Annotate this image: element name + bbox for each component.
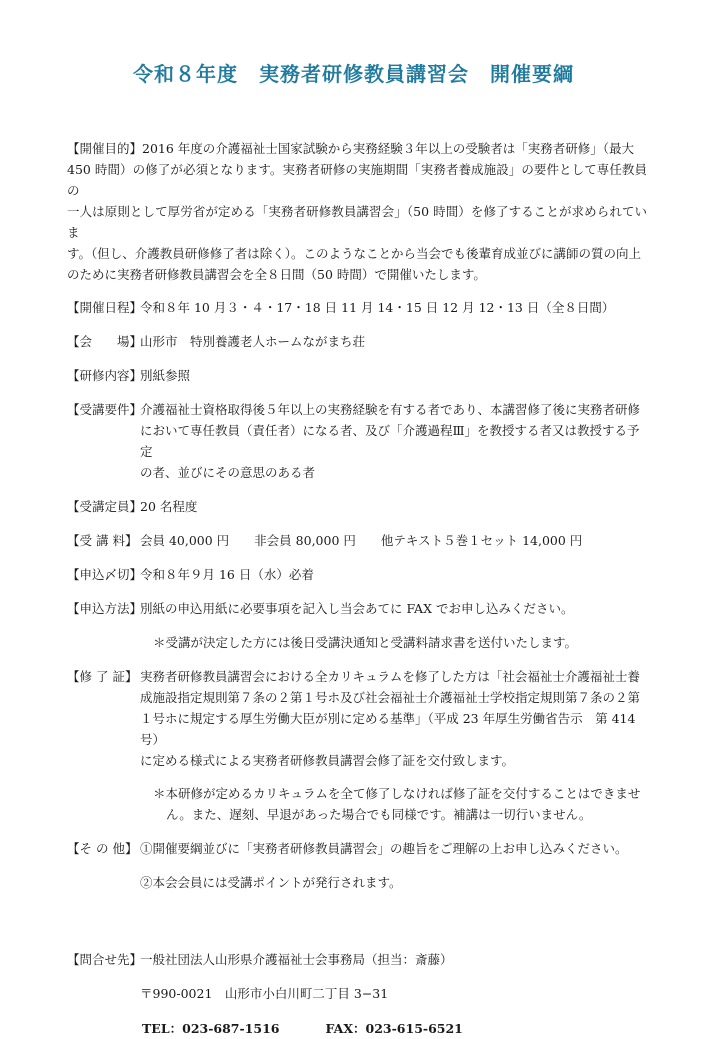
purpose-line-4: す。（但し、介護教員研修修了者は除く）。このようなことから当会でも後輩育成並びに講師の質の向上 — [67, 246, 642, 261]
certificate-value — [140, 666, 647, 771]
purpose-label: 【開催目的】 — [67, 141, 143, 156]
page-title: 令和８年度 実務者研修教員講習会 開催要綱 — [133, 62, 574, 86]
deadline-value: 令和８年９月 16 日（水）必着 — [140, 567, 314, 582]
contact-row — [67, 949, 647, 970]
contact-org: 一般社団法人山形県介護福祉士会事務局（担当：斎藤） — [140, 952, 453, 967]
purpose-line-5: のために実務者研修教員講習会を全８日間（50 時間）で開催いたします。 — [67, 267, 486, 282]
contact-fax: FAX：023-615-6521 — [325, 1021, 463, 1036]
venue-row — [67, 331, 647, 352]
venue-label: 【会 場】 — [67, 334, 143, 349]
purpose-section — [67, 138, 647, 285]
certificate-note — [153, 783, 647, 825]
venue-value: 山形市 特別養護老人ホームながまち荘 — [140, 334, 366, 349]
content-value: 別紙参照 — [140, 368, 191, 383]
purpose-line-3: 一人は原則として厚労省が定める「実務者研修教員講習会」（50 時間）を修了することが求められていま — [67, 204, 647, 240]
schedule-value: 令和８年 10 月３・４・17・18 日 11 月 14・15 日 12 月 12・13 日（全８日間） — [140, 300, 615, 315]
apply-note: ＊受講が決定した方には後日受講決通知と受講料請求書を送付いたします。 — [153, 635, 578, 650]
requirements-row — [67, 399, 647, 483]
other-line-1: ①開催要綱並びに「実務者研修教員講習会」の趣旨をご理解の上お申し込みください。 — [140, 841, 628, 856]
certificate-line-4: に定める様式による実務者研修教員講習会修了証を交付致します。 — [140, 753, 515, 768]
contact-tel: TEL：023-687-1516 — [142, 1021, 280, 1036]
contact-address: 〒990-0021 山形市小白川町二丁目 3−31 — [140, 986, 389, 1001]
purpose-line-2: 450 時間）の修了が必須となります。実務者研修の実施期間「実務者養成施設」の要件として専任教員の — [67, 162, 647, 198]
requirements-line-2: において専任教員（責任者）になる者、及び「介護過程Ⅲ」を教授する者又は教授する予定 — [140, 423, 640, 459]
purpose-line-1: 【開催目的】2016 年度の介護福祉士国家試験から実務経験３年以上の受験者は「実務者研修」（最大 — [67, 141, 635, 156]
schedule-label: 【開催日程】 — [67, 300, 143, 315]
requirements-line-3: の者、並びにその意思のある者 — [140, 465, 316, 480]
certificate-line-1: 実務者研修教員講習会における全カリキュラムを修了した方は「社会福祉士介護福祉士養 — [140, 669, 640, 684]
content-label: 【研修内容】 — [67, 368, 143, 383]
capacity-label: 【受講定員】 — [67, 499, 143, 514]
capacity-row — [67, 496, 647, 517]
fee-row — [67, 530, 647, 551]
apply-method-value: 別紙の申込用紙に必要事項を記入し当会あてに FAX でお申し込みください。 — [140, 601, 574, 616]
contact-label: 【問合せ先】 — [67, 952, 143, 967]
other-line-2: ②本会会員には受講ポイントが発行されます。 — [140, 875, 402, 890]
fee-label: 【受 講 料】 — [67, 533, 138, 548]
document-body — [67, 138, 647, 1039]
certificate-row — [67, 666, 647, 771]
contact-phone-line — [142, 1018, 647, 1039]
capacity-value: 20 名程度 — [140, 499, 198, 514]
content-row — [67, 365, 647, 386]
certificate-line-3: １号ホに規定する厚生労働大臣が別に定める基準」（平成 23 年厚生労働省告示 第 414 号） — [140, 711, 636, 747]
apply-method-row — [67, 598, 647, 619]
certificate-note-line-1: ＊本研修が定めるカリキュラムを全て修了しなければ修了証を交付することはできませ — [153, 786, 641, 801]
certificate-note-line-2: ん。また、遅刻、早退があった場合でも同様です。補講は一切行いません。 — [166, 807, 592, 822]
apply-method-label: 【申込方法】 — [67, 601, 143, 616]
fee-value: 会員 40,000 円 非会員 80,000 円 他テキスト５巻１セット 14,000 円 — [140, 533, 583, 548]
other-label: 【そ の 他】 — [67, 841, 138, 856]
schedule-row — [67, 297, 647, 318]
certificate-line-2: 成施設指定規則第７条の２第１号ホ及び社会福祉士介護福祉士学校指定規則第７条の２第 — [140, 690, 641, 705]
deadline-label: 【申込〆切】 — [67, 567, 143, 582]
requirements-label: 【受講要件】 — [67, 402, 143, 417]
deadline-row — [67, 564, 647, 585]
requirements-value — [140, 399, 647, 483]
requirements-line-1: 介護福祉士資格取得後５年以上の実務経験を有する者であり、本講習修了後に実務者研修 — [140, 402, 641, 417]
other-row — [67, 838, 647, 859]
certificate-label: 【修 了 証】 — [67, 669, 138, 684]
